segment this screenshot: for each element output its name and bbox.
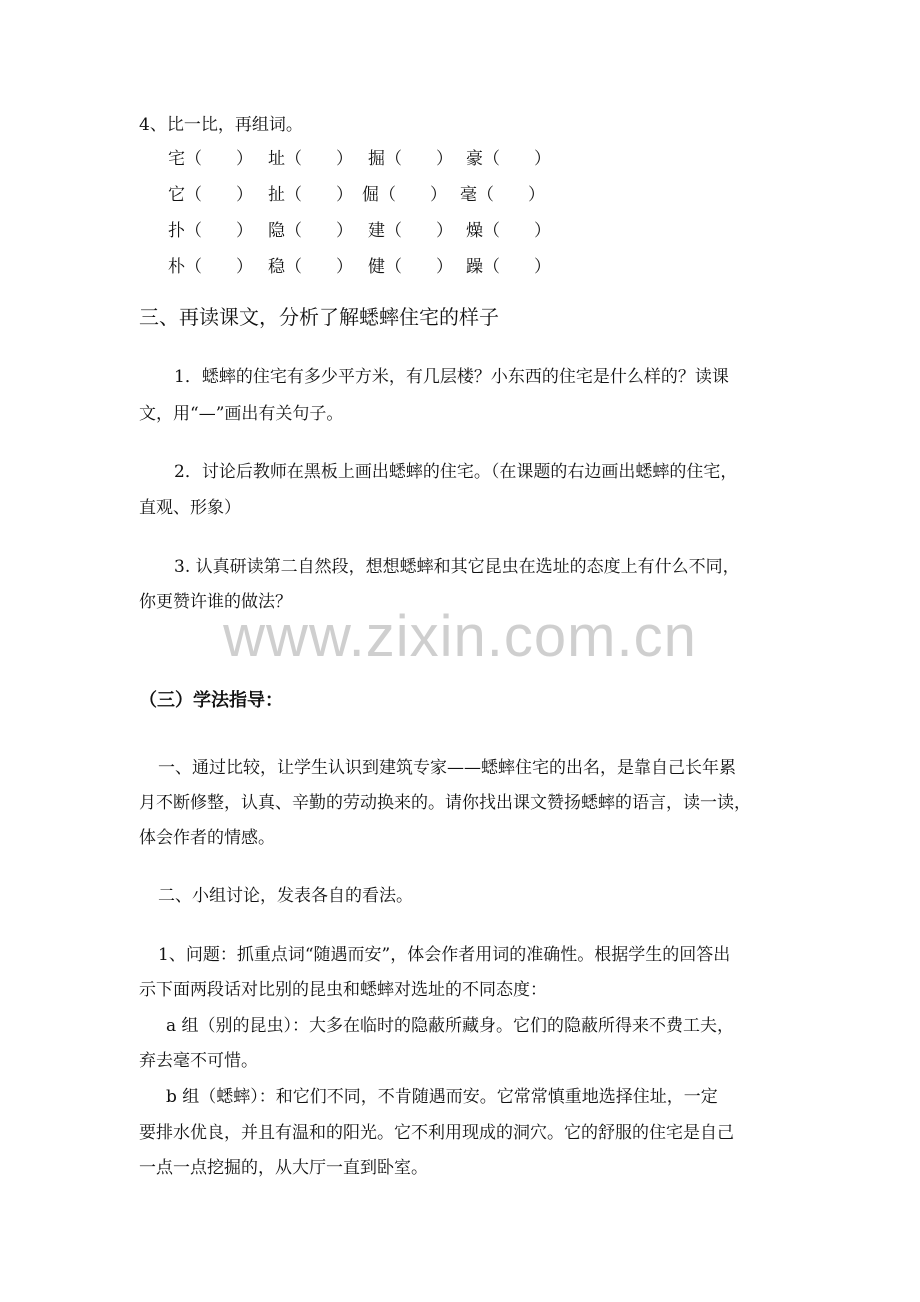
section-3-heading: 三、再读课文，分析了解蟋蟀住宅的样子 — [139, 305, 499, 329]
word-cell: 隐（ ） — [268, 221, 353, 241]
word-cell: 建（ ） — [368, 221, 453, 241]
word-cell: 燥（ ） — [466, 221, 551, 241]
section-3-item-2-line: 2．讨论后教师在黑板上画出蟋蟀的住宅。（在课题的右边画出蟋蟀的住宅， — [174, 462, 738, 482]
word-cell: 扑（ ） — [168, 221, 253, 241]
word-cell: 址（ ） — [268, 149, 353, 169]
word-cell: 倔（ ） — [362, 185, 447, 205]
word-cell: 宅（ ） — [168, 149, 253, 169]
guide-paragraph-3-line: 示下面两段话对比别的昆虫和蟋蟀对选址的不同态度： — [139, 980, 547, 1000]
word-cell: 健（ ） — [368, 257, 453, 277]
word-cell: 毫（ ） — [460, 185, 545, 205]
word-grid-row — [0, 220, 920, 244]
guide-paragraph-2: 二、小组讨论，发表各自的看法。 — [158, 886, 413, 906]
section-3-item-2-line: 直观、形象） — [139, 498, 241, 518]
word-cell: 掘（ ） — [368, 149, 453, 169]
group-b-line: b 组（蟋蟀）：和它们不同，不肯随遇而安。它常常慎重地选择住址，一定 — [166, 1087, 718, 1107]
word-grid-row — [0, 184, 920, 208]
section-3-item-3-line: 3. 认真研读第二自然段，想想蟋蟀和其它昆虫在选址的态度上有什么不同， — [174, 557, 740, 577]
section-3-item-1-line: 文，用“—”画出有关句子。 — [139, 404, 344, 424]
word-grid-row — [0, 148, 920, 172]
question-4-title: 4、比一比，再组词。 — [139, 115, 303, 135]
group-a-line: a 组（别的昆虫）：大多在临时的隐蔽所藏身。它们的隐蔽所得来不费工夫， — [166, 1016, 735, 1036]
word-cell: 躁（ ） — [466, 257, 551, 277]
word-cell: 朴（ ） — [168, 257, 253, 277]
watermark: www.zixin.com.cn — [223, 604, 697, 669]
word-grid-row — [0, 256, 920, 280]
section-3-item-3-line: 你更赞许谁的做法？ — [139, 592, 292, 612]
word-cell: 扯（ ） — [268, 185, 353, 205]
group-a-line: 弃去毫不可惜。 — [139, 1051, 258, 1071]
word-cell: 它（ ） — [168, 185, 253, 205]
guide-paragraph-1-line: 体会作者的情感。 — [139, 828, 275, 848]
guide-paragraph-3-line: 1、问题：抓重点词“随遇而安”，体会作者用词的准确性。根据学生的回答出 — [158, 945, 731, 965]
guide-paragraph-1-line: 月不断修整，认真、辛勤的劳动换来的。请你找出课文赞扬蟋蟀的语言，读一读， — [139, 793, 751, 813]
group-b-line: 一点一点挖掘的，从大厅一直到卧室。 — [139, 1158, 428, 1178]
word-cell: 稳（ ） — [268, 257, 353, 277]
word-cell: 豪（ ） — [466, 149, 551, 169]
group-b-line: 要排水优良，并且有温和的阳光。它不利用现成的洞穴。它的舒服的住宅是自己 — [139, 1123, 734, 1143]
guide-paragraph-1-line: 一、通过比较，让学生认识到建筑专家——蟋蟀住宅的出名，是靠自己长年累 — [158, 758, 736, 778]
section-3-item-1-line: 1．蟋蟀的住宅有多少平方米，有几层楼？小东西的住宅是什么样的？读课 — [174, 367, 729, 387]
guide-heading: （三）学法指导： — [139, 690, 283, 711]
